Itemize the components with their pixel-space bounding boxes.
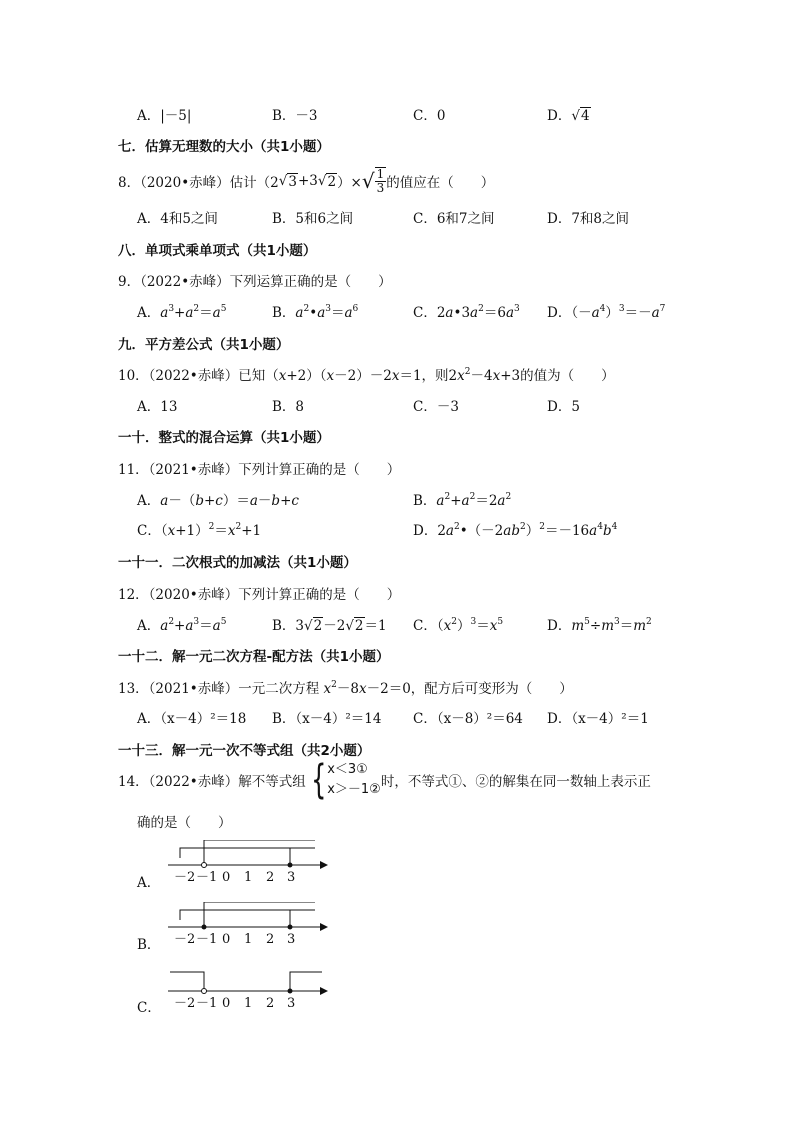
section-12-heading: 一十二．解一元二次方程-配方法（共1小题） <box>118 649 390 665</box>
q7-option-a: A．|－5| <box>137 108 192 124</box>
q8-option-b: B．5和6之间 <box>272 211 354 227</box>
q14-option-c-numberline <box>160 966 330 1016</box>
q10-option-a: A．13 <box>137 399 178 415</box>
q12-option-a: A．$a^2+a^3=a^5$ <box>137 617 227 634</box>
svg-text:3: 3 <box>287 996 296 1011</box>
system-brace: { <box>310 757 327 803</box>
q8-option-d: D．7和8之间 <box>547 211 630 227</box>
q14-option-b-label: B． <box>137 937 161 953</box>
q14-option-a-numberline <box>160 840 330 890</box>
section-13-heading: 一十三．解一元一次不等式组（共2小题） <box>118 743 371 759</box>
svg-text:0: 0 <box>222 870 231 885</box>
q13-option-a: A．（x－4）²＝18 <box>137 711 247 727</box>
section-7-heading: 七．估算无理数的大小（共1小题） <box>118 139 330 155</box>
q10-option-c: C．－3 <box>413 399 459 415</box>
q9-option-c: C．$2a•3a^2=6a^3$ <box>413 304 520 321</box>
section-11-heading: 一十一．二次根式的加减法（共1小题） <box>118 555 357 571</box>
inequality-1: x＜3① <box>327 762 368 777</box>
q14-option-a-label: A． <box>137 875 161 891</box>
svg-text:2: 2 <box>266 870 275 885</box>
inequality-2: x＞－1② <box>327 782 381 797</box>
q9-option-b: B．$a^2•a^3=a^6$ <box>272 304 359 321</box>
q8-option-c: C．6和7之间 <box>413 211 495 227</box>
question-14-line2: 确的是（ ） <box>137 815 232 831</box>
q14-option-b-numberline <box>160 902 330 952</box>
question-14: 14．（2022•赤峰）解不等式组 { x＜3① x＞－1② 时，不等式①、②的解集在同一数轴上表示正 <box>118 757 651 803</box>
q13-option-b: B．（x－4）²＝14 <box>272 711 382 727</box>
svg-text:3: 3 <box>287 870 296 885</box>
svg-text:2: 2 <box>266 932 275 947</box>
svg-text:－2: －2 <box>174 996 196 1011</box>
q11-option-d: D．$2a^2•(-2ab^2)^2=-16a^4b^4$ <box>413 522 618 539</box>
q7-option-d: D．√4 <box>547 108 590 124</box>
q11-option-c: C．$(x+1)^2=x^2+1$ <box>137 522 262 539</box>
q12-option-c: C．$(x^2)^3=x^5$ <box>413 617 504 634</box>
svg-text:－2: －2 <box>174 870 196 885</box>
svg-text:1: 1 <box>244 996 253 1011</box>
q7-option-b: B．－3 <box>272 108 318 124</box>
svg-text:－2: －2 <box>174 932 196 947</box>
q12-option-b: B．3√2－2√2＝1 <box>272 618 387 634</box>
question-12: 12．（2020•赤峰）下列计算正确的是（ ） <box>118 587 401 603</box>
svg-text:－1: －1 <box>196 932 218 947</box>
q9-option-a: A．$a^3+a^2=a^5$ <box>137 304 227 321</box>
section-10-heading: 一十．整式的混合运算（共1小题） <box>118 430 330 446</box>
q9-option-d: D．$(-a^4)^3=-a^7$ <box>547 304 666 321</box>
q13-option-d: D．（x－4）²＝1 <box>547 711 649 727</box>
svg-text:－1: －1 <box>196 996 218 1011</box>
svg-text:3: 3 <box>287 932 296 947</box>
svg-text:1: 1 <box>244 932 253 947</box>
q11-option-b: B．$a^2+a^2=2a^2$ <box>413 492 512 509</box>
question-10: 10．（2022•赤峰）已知（x+2）（x－2）－2x＝1，则$2x^2-4x+3$的值为（ ） <box>118 367 615 384</box>
section-8-heading: 八．单项式乘单项式（共1小题） <box>118 243 317 259</box>
q11-option-a: A．a－（b+c）＝a－b+c <box>137 493 299 509</box>
svg-text:2: 2 <box>266 996 275 1011</box>
question-13: 13．（2021•赤峰）一元二次方程 $x^2-8x-2=0$，配方后可变形为（ ） <box>118 680 573 697</box>
q13-option-c: C．（x－8）²＝64 <box>413 711 523 727</box>
q14-option-c-label: C． <box>137 1000 161 1016</box>
q10-option-b: B．8 <box>272 399 305 415</box>
question-11: 11．（2021•赤峰）下列计算正确的是（ ） <box>118 462 401 478</box>
question-9: 9．（2022•赤峰）下列运算正确的是（ ） <box>118 274 392 290</box>
q10-option-d: D．5 <box>547 399 580 415</box>
svg-text:0: 0 <box>222 996 231 1011</box>
svg-text:1: 1 <box>244 870 253 885</box>
section-9-heading: 九．平方差公式（共1小题） <box>118 337 290 353</box>
question-8: 8．（2020•赤峰）估计（2 √ 3 +3 √ 2 ）× √ $\frac{1}{3}$ 的值应在（ ） <box>118 167 495 195</box>
svg-text:0: 0 <box>222 932 231 947</box>
q12-option-d: D．$m^5\div m^3=m^2$ <box>547 617 652 634</box>
q7-option-c: C．0 <box>413 108 446 124</box>
svg-text:－1: －1 <box>196 870 218 885</box>
q8-option-a: A．4和5之间 <box>137 211 218 227</box>
